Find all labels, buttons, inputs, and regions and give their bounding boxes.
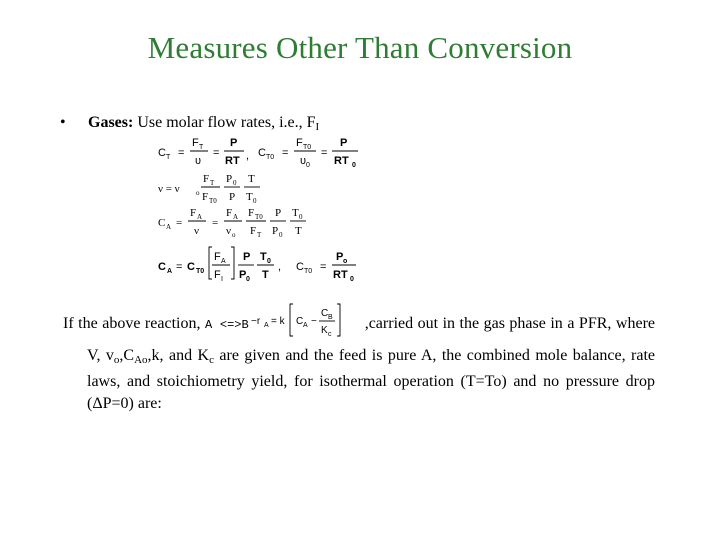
svg-text:P: P [340, 137, 348, 149]
equation-ca-final [158, 247, 356, 283]
svg-text:T: T [257, 231, 262, 239]
bullet-text [88, 114, 319, 133]
svg-text:F: F [190, 207, 197, 219]
svg-text:RT: RT [333, 269, 348, 281]
para-part3: ,C [119, 347, 135, 364]
svg-text:=: = [282, 147, 289, 159]
svg-text:A: A [221, 258, 226, 265]
svg-text:T0: T0 [266, 154, 275, 161]
svg-text:ν: ν [194, 225, 199, 237]
svg-text:υ: υ [195, 155, 202, 167]
svg-text:0: 0 [352, 162, 356, 169]
bullet-subscript: I [315, 121, 320, 133]
svg-text:C: C [158, 147, 166, 159]
svg-text:F: F [192, 137, 199, 149]
svg-text:P: P [272, 225, 279, 237]
svg-text:=: = [212, 217, 219, 229]
svg-text:T0: T0 [304, 268, 313, 275]
svg-text:T: T [292, 207, 299, 219]
v-subscript: o [113, 354, 120, 366]
bullet-dot: • [60, 114, 66, 131]
para-part2: ,carried out in the gas phase in a PFR, where V, v [87, 315, 655, 364]
svg-text:,: , [246, 150, 250, 162]
svg-text:T0: T0 [303, 144, 312, 151]
rate-law-equation [251, 302, 363, 345]
svg-text:C: C [295, 316, 303, 327]
svg-text:B: B [327, 314, 333, 321]
svg-text:ν = ν: ν = ν [158, 183, 180, 195]
svg-text:T: T [246, 191, 253, 203]
svg-text:T: T [210, 179, 215, 187]
svg-text:A: A [166, 223, 172, 231]
svg-text:C: C [296, 261, 304, 273]
svg-text:T: T [295, 225, 302, 237]
svg-text:P: P [230, 137, 238, 149]
svg-text:P: P [336, 251, 344, 263]
svg-text:F: F [203, 173, 210, 185]
problem-paragraph [63, 302, 655, 415]
bullet-body: Use molar flow rates, i.e., F [137, 114, 316, 131]
svg-text:F: F [214, 251, 221, 263]
svg-text:A: A [233, 213, 239, 221]
svg-text:T: T [248, 173, 255, 185]
svg-text:C: C [320, 308, 328, 319]
svg-text:I: I [221, 276, 223, 283]
svg-text:= k: = k [270, 316, 285, 327]
kc-subscript: c [209, 354, 214, 366]
para-intro: If the above reaction, [63, 315, 201, 332]
svg-text:c: c [327, 331, 332, 338]
svg-text:RT: RT [334, 155, 349, 167]
equation-ct [158, 137, 249, 167]
svg-text:υ: υ [300, 155, 307, 167]
svg-text:0: 0 [350, 276, 354, 283]
svg-text:0: 0 [253, 197, 257, 205]
svg-text:RT: RT [225, 155, 240, 167]
svg-text:A: A [263, 322, 269, 329]
para-part5: are given and the feed is pure A, the combined mole balance, rate laws, and stoichiometry yield, for isothermal operation (T=To) and no pressure drop (ΔP=0) are: [87, 347, 656, 412]
svg-text:−: − [310, 316, 317, 327]
svg-text:=: = [178, 147, 185, 159]
svg-text:0: 0 [306, 162, 310, 169]
svg-text:P: P [239, 269, 247, 281]
svg-text:T: T [262, 269, 269, 281]
svg-text:K: K [320, 325, 328, 336]
svg-text:T: T [260, 251, 267, 263]
equation-nu [158, 173, 260, 205]
svg-text:0: 0 [279, 231, 283, 239]
svg-text:A: A [197, 213, 203, 221]
svg-text:=: = [176, 217, 183, 229]
svg-text:A: A [302, 322, 308, 329]
svg-text:o: o [232, 231, 236, 239]
svg-text:0: 0 [299, 213, 303, 221]
svg-text:o: o [343, 258, 348, 265]
svg-text:−r: −r [250, 316, 260, 327]
svg-text:=: = [213, 147, 220, 159]
svg-text:P: P [226, 173, 233, 185]
svg-text:0: 0 [233, 179, 237, 187]
svg-text:C: C [158, 261, 166, 273]
svg-text:C: C [258, 147, 266, 159]
svg-text:F: F [250, 225, 257, 237]
svg-text:T0: T0 [255, 213, 263, 221]
svg-text:A: A [167, 268, 173, 275]
svg-text:P: P [243, 251, 251, 263]
svg-text:o: o [196, 189, 200, 197]
svg-text:P: P [229, 191, 236, 203]
svg-text:F: F [248, 207, 255, 219]
svg-text:C: C [187, 261, 195, 273]
svg-text:F: F [296, 137, 303, 149]
concentration-equations [150, 134, 400, 284]
svg-text:=: = [176, 261, 183, 273]
svg-text:=: = [321, 147, 328, 159]
svg-text:T0: T0 [209, 197, 217, 205]
svg-text:F: F [202, 191, 209, 203]
svg-text:0: 0 [246, 276, 250, 283]
svg-text:T: T [166, 154, 171, 161]
svg-text:0: 0 [267, 258, 271, 265]
bullet-label: Gases: [88, 114, 134, 131]
svg-text:P: P [275, 207, 282, 219]
equation-ca [158, 207, 306, 239]
svg-text:T0: T0 [196, 268, 205, 275]
svg-text:,: , [278, 261, 282, 273]
svg-text:ν: ν [226, 225, 231, 237]
svg-text:=: = [320, 261, 327, 273]
svg-text:F: F [226, 207, 233, 219]
svg-text:C: C [158, 217, 166, 229]
svg-text:T: T [199, 144, 204, 151]
slide-title: Measures Other Than Conversion [147, 30, 573, 65]
equation-ct0 [258, 137, 358, 169]
reaction-text: A <=>B [204, 318, 249, 332]
svg-text:F: F [214, 269, 221, 281]
ca-subscript: Ao [134, 354, 148, 366]
para-part4: ,k, and K [147, 347, 210, 364]
